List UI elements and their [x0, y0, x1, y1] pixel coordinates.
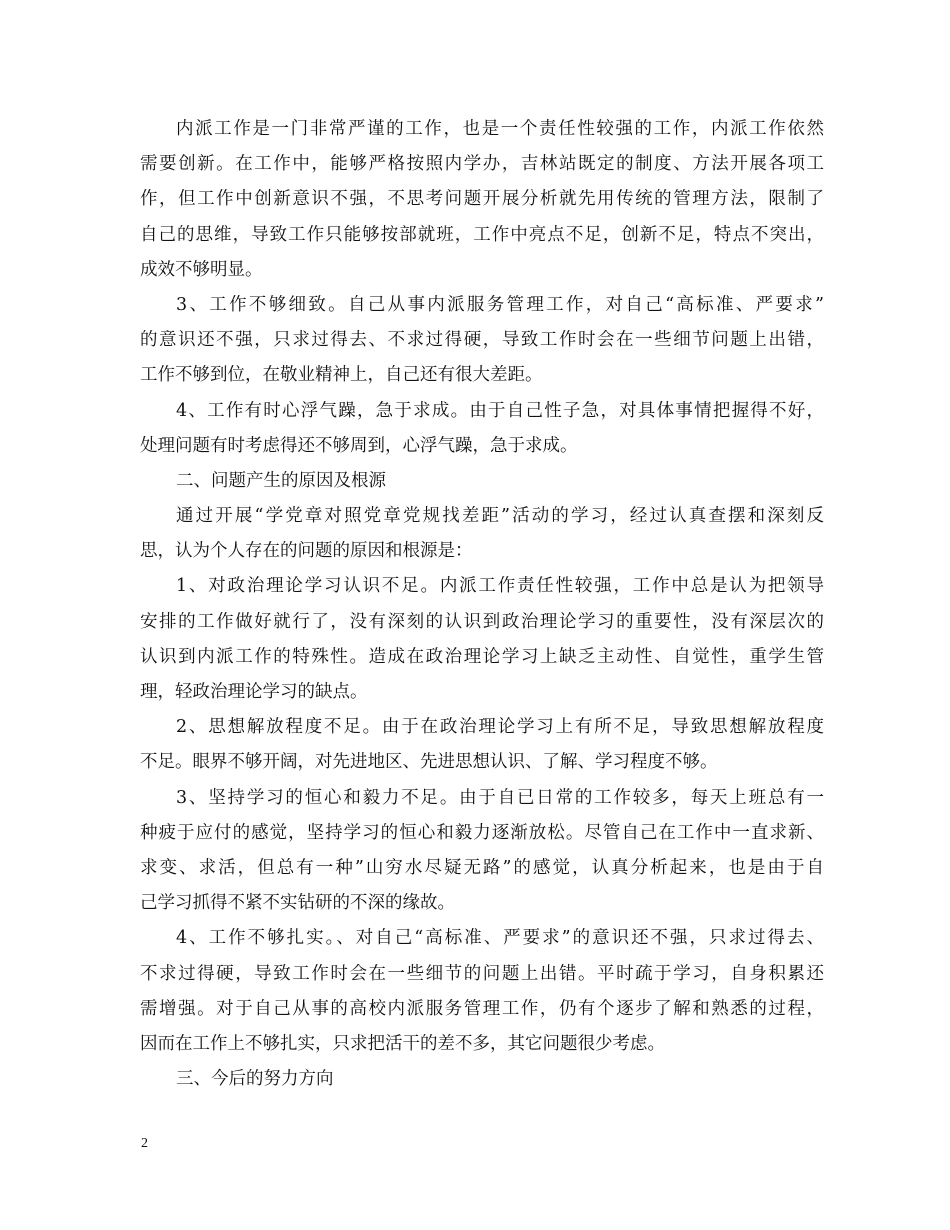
text-line: 求变、求活，但总有一种”山穷水尽疑无路”的感觉，认真分析起来，也是由于自: [140, 857, 824, 878]
text-line: 作，但工作中创新意识不强，不思考问题开展分析就先用传统的管理方法，限制了: [140, 189, 824, 210]
text-line: 1、对政治理论学习认识不足。内派工作责任性较强，工作中总是认为把领导: [176, 576, 824, 597]
text-line: 需要创新。在工作中，能够严格按照内学办，吉林站既定的制度、方法开展各项工: [140, 154, 824, 175]
text-line: 认识到内派工作的特殊性。造成在政治理论学习上缺乏主动性、自觉性，重学生管: [140, 646, 824, 667]
text-line: 内派工作是一门非常严谨的工作，也是一个责任性较强的工作，内派工作依然: [176, 119, 824, 139]
text-line: 2、思想解放程度不足。由于在政治理论学习上有所不足，导致思想解放程度: [176, 717, 824, 738]
text-line: 己学习抓得不紧不实钻研的不深的缘故。: [140, 893, 455, 914]
text-line: 种疲于应付的感觉，坚持学习的恒心和毅力逐渐放松。尽管自己在工作中一直求新、: [140, 822, 824, 843]
text-line: 自己的思维，导致工作只能够按部就班，工作中亮点不足，创新不足，特点不突出，: [140, 224, 824, 245]
page-number: 2: [141, 1136, 148, 1151]
text-line: 需增强。对于自己从事的高校内派服务管理工作，仍有个逐步了解和熟悉的过程，: [140, 998, 824, 1019]
text-line: 通过开展“学党章对照党章党规找差距”活动的学习，经过认真查摆和深刻反: [176, 506, 824, 527]
text-line: 工作不够到位，在敬业精神上，自己还有很大差距。: [140, 365, 543, 386]
section-heading: 二、问题产生的原因及根源: [176, 470, 386, 491]
text-line: 3、工作不够细致。自己从事内派服务管理工作，对自己“高标准、严要求”: [176, 294, 824, 315]
section-heading: 三、今后的努力方向: [176, 1069, 334, 1090]
document-body: [140, 112, 824, 1097]
text-line: 的意识还不强，只求过得去、不求过得硬，导致工作时会在一些细节问题上出错，: [140, 330, 824, 351]
text-line: 4、工作不够扎实。、对自己“高标准、严要求”的意识还不强，只求过得去、: [176, 928, 824, 949]
text-line: 思，认为个人存在的问题的原因和根源是：: [140, 541, 473, 562]
text-line: 4、工作有时心浮气躁，急于求成。由于自己性子急，对具体事情把握得不好，: [176, 400, 824, 421]
text-line: 因而在工作上不够扎实，只求把活干的差不多，其它问题很少考虑。: [140, 1033, 665, 1054]
text-line: 理，轻政治理论学习的缺点。: [140, 682, 368, 702]
text-line: 处理问题有时考虑得还不够周到，心浮气躁，急于求成。: [140, 435, 578, 456]
text-line: 3、坚持学习的恒心和毅力不足。由于自已日常的工作较多，每天上班总有一: [176, 787, 824, 808]
text-line: 不求过得硬，导致工作时会在一些细节的问题上出错。平时疏于学习，自身积累还: [140, 963, 824, 984]
text-line: 不足。眼界不够开阔，对先进地区、先进思想认识、了解、学习程度不够。: [140, 752, 718, 773]
text-line: 成效不够明显。: [140, 259, 263, 280]
text-line: 安排的工作做好就行了，没有深刻的认识到政治理论学习的重要性，没有深层次的: [140, 611, 824, 632]
